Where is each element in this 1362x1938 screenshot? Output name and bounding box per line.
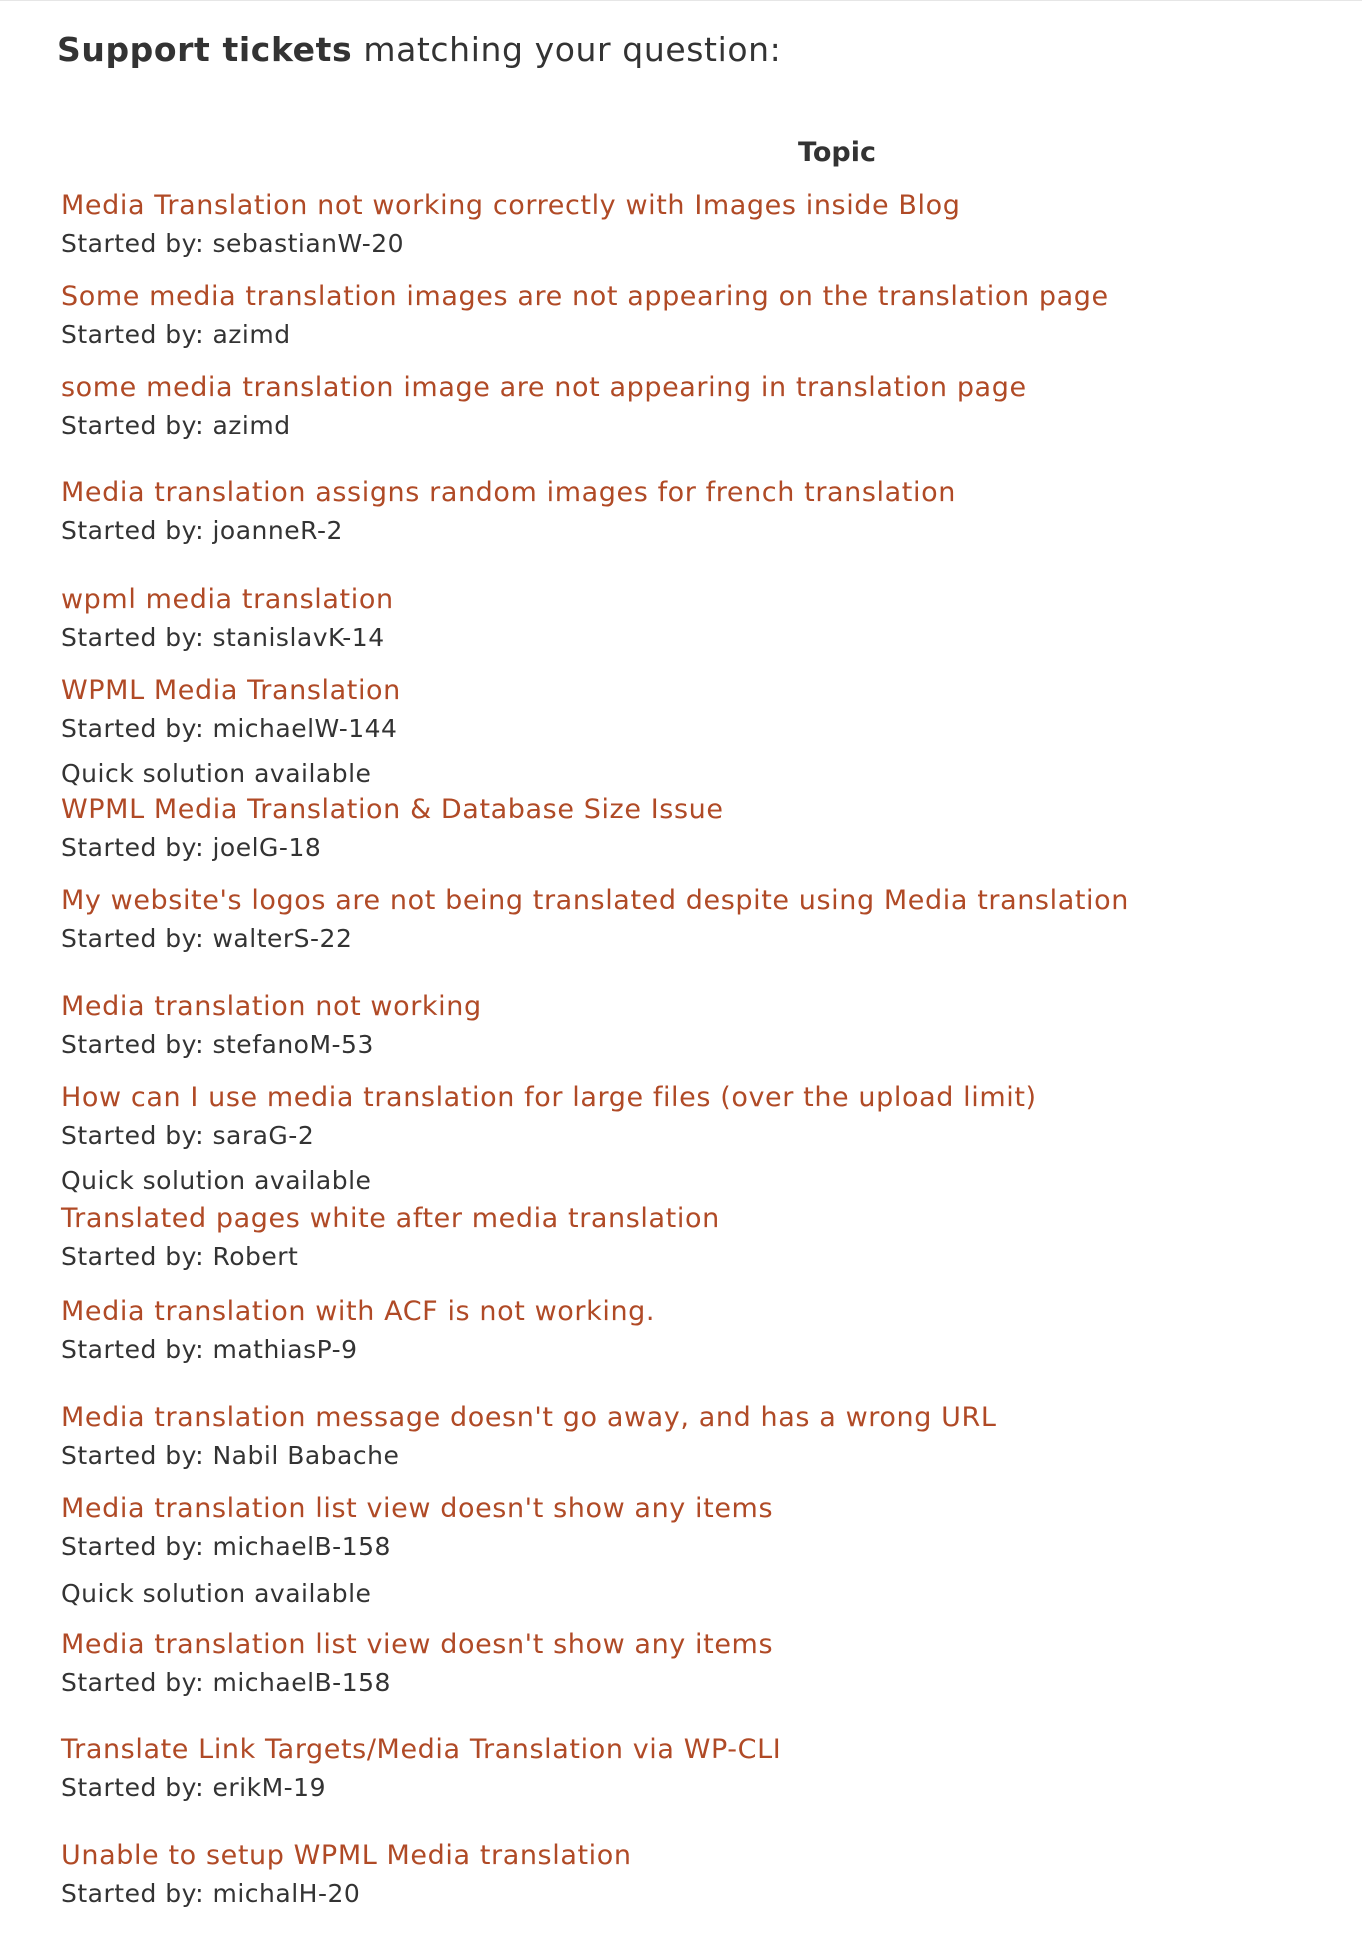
- ticket-title-link[interactable]: Translated pages white after media translation: [61, 1203, 720, 1234]
- author-name: joanneR-2: [212, 516, 343, 545]
- ticket-title-link[interactable]: Media translation list view doesn't show any items: [61, 1493, 774, 1524]
- ticket-title-link[interactable]: WPML Media Translation: [61, 675, 401, 706]
- started-by-label: Started by:: [61, 1242, 213, 1271]
- started-by-label: Started by:: [61, 924, 213, 953]
- ticket-row: [61, 1400, 1321, 1473]
- author-name: michalH-20: [212, 1879, 361, 1908]
- ticket-row: [61, 582, 1321, 655]
- ticket-row: [61, 989, 1321, 1062]
- ticket-author: [61, 1530, 1321, 1564]
- started-by-label: Started by:: [61, 1532, 213, 1561]
- top-divider: [0, 0, 1362, 1]
- started-by-label: Started by:: [61, 1335, 213, 1364]
- author-name: azimd: [212, 320, 291, 349]
- started-by-label: Started by:: [61, 833, 213, 862]
- ticket-author: [61, 318, 1321, 352]
- heading-strong: Support tickets: [57, 30, 353, 69]
- ticket-author: [61, 1666, 1321, 1700]
- ticket-author: [61, 1028, 1321, 1062]
- ticket-title-link[interactable]: Media translation not working: [61, 991, 482, 1022]
- author-name: joelG-18: [212, 833, 322, 862]
- ticket-author: [61, 1119, 1321, 1153]
- ticket-row: [61, 475, 1321, 548]
- ticket-title-link[interactable]: Media translation assigns random images for french translation: [61, 477, 956, 508]
- ticket-title-link[interactable]: My website's logos are not being translated despite using Media translation: [61, 885, 1129, 916]
- author-name: michaelB-158: [212, 1668, 391, 1697]
- ticket-row: [61, 792, 1321, 865]
- started-by-label: Started by:: [61, 1879, 213, 1908]
- author-name: stefanoM-53: [212, 1030, 374, 1059]
- quick-solution-note: Quick solution available: [61, 759, 372, 788]
- ticket-title-link[interactable]: Media Translation not working correctly with Images inside Blog: [61, 190, 961, 221]
- heading-rest: matching your question:: [352, 30, 782, 69]
- author-name: erikM-19: [212, 1773, 326, 1802]
- quick-solution-note: Quick solution available: [61, 1579, 372, 1608]
- ticket-row: [61, 188, 1321, 261]
- ticket-author: [61, 514, 1321, 548]
- author-name: sebastianW-20: [212, 229, 405, 258]
- ticket-title-link[interactable]: Translate Link Targets/Media Translation via WP-CLI: [61, 1734, 782, 1765]
- author-name: mathiasP-9: [212, 1335, 358, 1364]
- ticket-author: [61, 1877, 1321, 1911]
- ticket-row: [61, 1080, 1321, 1153]
- ticket-row: [61, 1838, 1321, 1911]
- ticket-row: [61, 1627, 1321, 1700]
- ticket-row: [61, 1732, 1321, 1805]
- ticket-title-link[interactable]: some media translation image are not appearing in translation page: [61, 372, 1027, 403]
- started-by-label: Started by:: [61, 1441, 213, 1470]
- started-by-label: Started by:: [61, 623, 213, 652]
- ticket-row: [61, 673, 1321, 746]
- quick-solution-note: Quick solution available: [61, 1166, 372, 1195]
- author-name: walterS-22: [212, 924, 353, 953]
- author-name: saraG-2: [212, 1121, 315, 1150]
- ticket-title-link[interactable]: WPML Media Translation & Database Size Issue: [61, 794, 724, 825]
- ticket-title-link[interactable]: Media translation list view doesn't show any items: [61, 1629, 774, 1660]
- column-header-topic: Topic: [798, 137, 876, 168]
- ticket-row: [61, 370, 1321, 443]
- ticket-author: [61, 831, 1321, 865]
- started-by-label: Started by:: [61, 229, 213, 258]
- started-by-label: Started by:: [61, 411, 213, 440]
- author-name: Robert: [212, 1242, 299, 1271]
- ticket-author: [61, 1439, 1321, 1473]
- ticket-title-link[interactable]: Media translation with ACF is not working.: [61, 1296, 656, 1327]
- ticket-row: [61, 1294, 1321, 1367]
- author-name: michaelW-144: [212, 714, 398, 743]
- ticket-title-link[interactable]: Some media translation images are not appearing on the translation page: [61, 281, 1109, 312]
- ticket-author: [61, 922, 1321, 956]
- ticket-row: [61, 883, 1321, 956]
- author-name: Nabil Babache: [212, 1441, 400, 1470]
- ticket-title-link[interactable]: How can I use media translation for large files (over the upload limit): [61, 1082, 1037, 1113]
- ticket-author: [61, 1240, 1321, 1274]
- started-by-label: Started by:: [61, 320, 213, 349]
- ticket-author: [61, 409, 1321, 443]
- ticket-title-link[interactable]: wpml media translation: [61, 584, 394, 615]
- ticket-author: [61, 621, 1321, 655]
- ticket-title-link[interactable]: Unable to setup WPML Media translation: [61, 1840, 632, 1871]
- started-by-label: Started by:: [61, 1121, 213, 1150]
- ticket-author: [61, 227, 1321, 261]
- ticket-row: [61, 1491, 1321, 1564]
- ticket-title-link[interactable]: Media translation message doesn't go away, and has a wrong URL: [61, 1402, 997, 1433]
- author-name: azimd: [212, 411, 291, 440]
- started-by-label: Started by:: [61, 516, 213, 545]
- author-name: stanislavK-14: [212, 623, 385, 652]
- page-heading: [57, 28, 781, 72]
- started-by-label: Started by:: [61, 1030, 213, 1059]
- ticket-author: [61, 1333, 1321, 1367]
- ticket-row: [61, 1201, 1321, 1274]
- started-by-label: Started by:: [61, 1773, 213, 1802]
- ticket-author: [61, 712, 1321, 746]
- started-by-label: Started by:: [61, 1668, 213, 1697]
- author-name: michaelB-158: [212, 1532, 391, 1561]
- started-by-label: Started by:: [61, 714, 213, 743]
- ticket-row: [61, 279, 1321, 352]
- ticket-author: [61, 1771, 1321, 1805]
